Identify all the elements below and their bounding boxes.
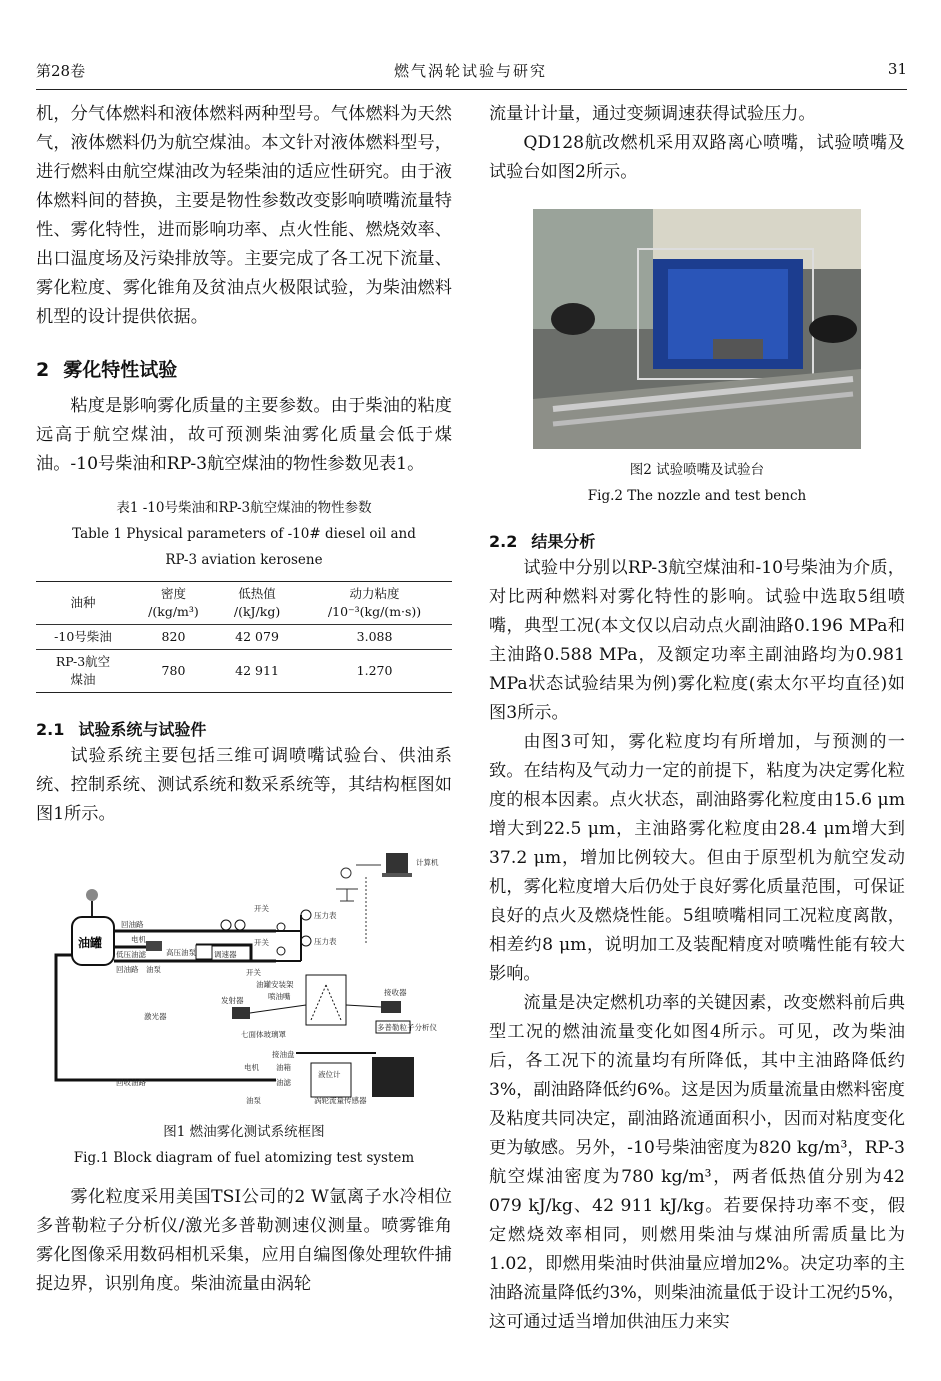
figure-1-block-diagram (36, 845, 452, 1115)
svg-text:发射器: 发射器 (221, 996, 244, 1005)
emitter-icon (232, 1007, 250, 1019)
oil-tank-icon (372, 1057, 414, 1097)
continued-paragraph: 流量计计量，通过变频调速获得试验压力。 (489, 104, 816, 124)
svg-text:油箱: 油箱 (276, 1063, 291, 1072)
svg-text:激光器: 激光器 (144, 1012, 167, 1021)
table-row: -10号柴油 820 42 079 3.088 (36, 625, 452, 650)
header-rule (36, 89, 907, 90)
svg-text:喷油嘴: 喷油嘴 (268, 992, 291, 1001)
computer-icon (386, 853, 408, 873)
table-header-viscosity: 动力粘度 /10⁻³(kg/(m·s)) (297, 582, 452, 625)
section-2-1-paragraph: 试验系统主要包括三维可调喷嘴试验台、供油系统、控制系统、测试系统和数采系统等，其结构框图如图1所示。 (36, 746, 452, 824)
svg-text:液位计: 液位计 (318, 1070, 341, 1079)
figure-1-caption-cn: 图1 燃油雾化测试系统框图 (163, 1124, 325, 1140)
svg-text:回油路: 回油路 (116, 965, 139, 974)
table-1-caption-en-2: RP-3 aviation kerosene (165, 552, 323, 568)
figure-2-caption-en: Fig.2 The nozzle and test bench (587, 488, 807, 504)
svg-text:低压油滤: 低压油滤 (116, 950, 146, 959)
svg-text:压力表: 压力表 (314, 937, 337, 946)
section-title: 雾化特性试验 (63, 359, 178, 381)
svg-text:高压油泵: 高压油泵 (166, 948, 196, 957)
svg-text:计算机: 计算机 (416, 858, 439, 867)
right-column (489, 100, 905, 1337)
svg-text:七面体玻璃罩: 七面体玻璃罩 (241, 1030, 286, 1039)
section-2-2-heading: 2.2 结果分析 (489, 532, 596, 551)
results-paragraph-3: 流量是决定燃机功率的关键因素，改变燃料前后典型工况的燃油流量变化如图4所示。可见，改为柴油后，各工况下的流量均有所降低，其中主油路降低约3%，副油路降低约6%。这是因为质量流量由燃料密度及粘度共同决定，副油路流通面积小，因而对粘度变化更为敏感。另外，-10号柴油密度为820 kg/m³，RP-3航空煤油密度为780 kg/m³，两者低热值分别为42 079 kJ/kg、42 911 kJ/kg。若要保持功率不变，假定燃烧效率相同，则燃用柴油与煤油所需质量比为1.02，即燃用柴油时供油量应增加2%。决定功率的主油路流量降低约3%，则柴油流量低于设计工况约5%，这可通过适当增加供油压力来实 (489, 993, 905, 1332)
tank-label: 油罐 (78, 936, 103, 950)
page-number: 31 (887, 60, 907, 78)
svg-text:油泵: 油泵 (146, 965, 161, 974)
svg-text:油泵: 油泵 (246, 1096, 261, 1105)
svg-text:多普勒粒子分析仪: 多普勒粒子分析仪 (377, 1023, 437, 1032)
svg-text:接收器: 接收器 (384, 988, 407, 997)
svg-text:开关: 开关 (254, 904, 269, 913)
section-2-heading (36, 355, 452, 382)
valve-icon (86, 889, 98, 901)
running-header-volume: 第28卷 (36, 62, 86, 80)
svg-text:回收油路: 回收油路 (116, 1078, 146, 1087)
figure-1-caption-en: Fig.1 Block diagram of fuel atomizing test system (73, 1150, 415, 1166)
operator-icon (341, 868, 351, 878)
svg-text:电机: 电机 (244, 1063, 259, 1072)
svg-text:回油路: 回油路 (121, 920, 144, 929)
section-2-paragraph: 粘度是影响雾化质量的主要参数。由于柴油的粘度远高于航空煤油，故可预测柴油雾化质量会低于煤油。-10号柴油和RP-3航空煤油的物性参数见表1。 (36, 396, 452, 474)
pressure-gauge-icon (301, 936, 311, 946)
left-column (36, 100, 452, 1299)
table-1 (36, 581, 452, 693)
svg-text:接油盘: 接油盘 (272, 1050, 295, 1059)
table-1-caption-en-1: Table 1 Physical parameters of -10# diesel oil and (72, 526, 416, 542)
svg-text:压力表: 压力表 (314, 911, 337, 920)
figure-2-photo (533, 209, 861, 449)
results-paragraph-1: 试验中分别以RP-3航空煤油和-10号柴油为介质，对比两种燃料对雾化特性的影响。试验中选取5组喷嘴，典型工况(本文仅以启动点火副油路0.196 MPa和主油路0.588 MPa，及额定功率主副油路均为0.981 MPa状态试验结果为例)雾化粒度(索太尔平均直径)如图3所示。 (489, 558, 905, 723)
figure-1-paragraph: 雾化粒度采用美国TSI公司的2 W氩离子水冷相位多普勒粒子分析仪/激光多普勒测速仪测量。喷雾锥角雾化图像采用数码相机采集，应用自编图像处理软件捕捉边界，识别角度。柴油流量由涡轮 (36, 1187, 452, 1294)
table-header-density: 密度 /(kg/m³) (130, 582, 217, 625)
svg-text:油滤: 油滤 (276, 1078, 291, 1087)
svg-text:开关: 开关 (246, 968, 261, 977)
section-number: 2 (36, 359, 50, 381)
receiver-lens (809, 315, 857, 343)
table-1-caption-cn: 表1 -10号柴油和RP-3航空煤油的物性参数 (116, 500, 372, 516)
svg-text:油罐安装架: 油罐安装架 (256, 980, 294, 989)
laser-emitter (551, 303, 595, 335)
figure-2-caption-cn: 图2 试验喷嘴及试验台 (629, 462, 765, 478)
table-header-fuel: 油种 (36, 582, 130, 625)
table-row: RP-3航空 煤油 780 42 911 1.270 (36, 650, 452, 693)
receiver-icon (381, 1001, 401, 1013)
svg-text:涡轮流量传感器: 涡轮流量传感器 (314, 1096, 367, 1105)
qd128-paragraph: QD128航改燃机采用双路离心喷嘴，试验喷嘴及试验台如图2所示。 (489, 133, 905, 182)
table-header-lhv: 低热值 /(kJ/kg) (217, 582, 297, 625)
running-header-journal: 燃气涡轮试验与研究 (393, 62, 547, 80)
svg-text:调速器: 调速器 (214, 950, 237, 959)
intro-paragraph: 机，分气体燃料和液体燃料两种型号。气体燃料为天然气，液体燃料仍为航空煤油。本文针对液体燃料型号，进行燃料由航空煤油改为轻柴油的适应性研究。由于液体燃料间的替换，主要是物性参数改变影响喷嘴流量特性、雾化特性，进而影响功率、点火性能、燃烧效率、出口温度场及污染排放等。主要完成了各工况下流量、雾化粒度、雾化锥角及贫油点火极限试验，为柴油燃料机型的设计提供依据。 (36, 104, 452, 327)
svg-text:开关: 开关 (254, 938, 269, 947)
results-paragraph-2: 由图3可知，雾化粒度均有所增加，与预测的一致。在结构及气动力一定的前提下，粘度为决定雾化粒度的根本因素。点火状态，副油路雾化粒度由15.6 μm增大到22.5 μm，主油路雾化粒度由28.4 μm增大到37.2 μm，增加比例较大。但由于原型机为航空发动机，雾化粒度增大后仍处于良好雾化质量范围，可保证良好的点火及燃烧性能。5组喷嘴相同工况粒度离散，相差约8 μm，说明加工及装配精度对喷嘴性能有较大影响。 (489, 732, 905, 984)
svg-text:电机: 电机 (131, 935, 146, 944)
section-2-1-heading: 2.1 试验系统与试验件 (36, 720, 207, 739)
pressure-gauge-icon (301, 910, 311, 920)
